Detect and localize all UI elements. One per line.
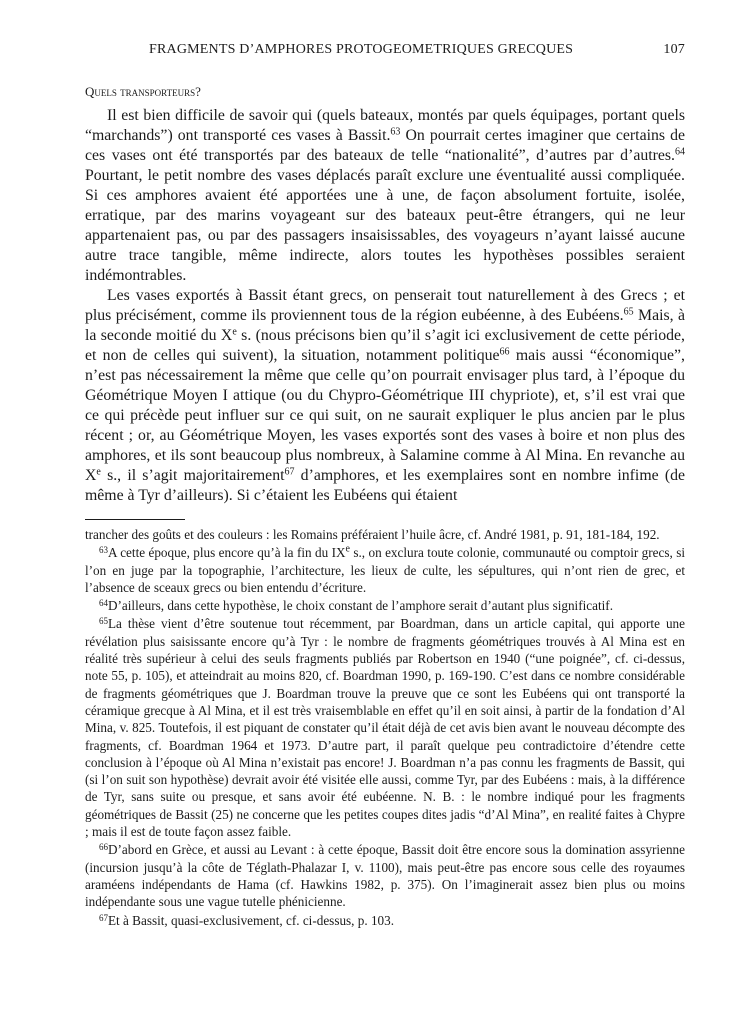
footnote-text: D’abord en Grèce, et aussi au Levant : à cette époque, Bassit doit être encore sous la domination assyrienne (incursion jusqu’à la côte de Téglath-Phalazar I, v. 1100), mais peut-être pas encore sous celle des royaumes araméens indépendants de Hama (cf. Hawkins 1982, p. 375). On l’imaginerait assez bien plus ou moins indépendante sous une vague tutelle phénicienne. (85, 842, 685, 910)
paragraph-text: Mais, à la seconde moitié du X (85, 307, 685, 344)
paragraph-2 (85, 286, 685, 506)
footnote-ref-67[interactable]: 67 (284, 466, 295, 478)
century-superscript: e (345, 543, 350, 555)
paragraph-text: Les vases exportés à Bassit étant grecs, on penserait tout naturellement à des Grecs ; et plus précisément, comme ils proviennent tous de la région eubéenne, à des Eubéens. (85, 287, 685, 324)
footnote-ref-64[interactable]: 64 (675, 146, 685, 158)
main-text (85, 106, 685, 506)
footnote-divider (85, 519, 185, 520)
footnote-number: 64 (99, 598, 108, 609)
section-heading: Quels transporteurs? (85, 84, 201, 99)
century-superscript: e (96, 466, 101, 478)
page (85, 42, 685, 930)
footnote-65 (85, 615, 685, 840)
footnote-text: Et à Bassit, quasi-exclusivement, cf. ci-dessus, p. 103. (108, 912, 395, 928)
paragraph-text: d’amphores, et les exemplaires sont en nombre infime (de même à Tyr d’ailleurs). Si c’étaient les Eubéens qui étaient (85, 467, 685, 504)
footnote-ref-63[interactable]: 63 (390, 126, 401, 138)
paragraph-text: s. (nous précisons bien qu’il s’agit ici exclusivement de cette période, et non de celles qui suivent), la situation, notamment politique (85, 327, 685, 364)
footnote-text: La thèse vient d’être soutenue tout récemment, par Boardman, dans un article capital, qui apporte une révélation plus saisissante encore qu’à Tyr : le nombre de fragments géométriques trouvés à Al Mina est en réalité très supérieur à celui des seuls fragments publiés par Robertson en 1940 (“une poignée”, cf. ci-dessus, note 55, p. 105), et atteindrait au moins 820, cf. Boardman 1990, p. 169-190. C’est dans ce nombre considérable de fragments géométriques que J. Boardman trouve la preuve que ce sont les Eubéens qui ont transporté la céramique grecque à Al Mina, et il est très vraisemblable en effet qu’il en soit ainsi, à partir de la fondation d’Al Mina, v. 825. Toutefois, il est piquant de constater qu’il était déjà de cet avis bien avant le nouveau décompte des fragments, cf. Boardman 1964 et 1973. D’autre part, il paraît quelque peu contradictoire d’étendre cette conclusion à l’époque où Al Mina n’existait pas encore! J. Boardman n’a pas connu les fragments de Bassit, qui (si l’on suit son hypothèse) devrait avoir été visitée elle aussi, comme Tyr, par des Eubéens : mais, à la différence de Tyr, sans suite ou presque, et sans avoir été eubéenne. N. B. : le nombre indiqué pour les fragments géométriques de Bassit (25) ne concerne que les petites coupes dites jadis “d’Al Mina”, en realité faites à Chypre ; mais il est de toute façon assez faible. (85, 616, 685, 840)
paragraph-text: s., il s’agit majoritairement (100, 467, 285, 484)
footnote-number: 66 (99, 842, 108, 853)
footnote-66 (85, 841, 685, 910)
century-superscript: e (232, 326, 237, 338)
paragraph-text: Pourtant, le petit nombre des vases déplacés paraît exclure une éventualité aussi compliquée. Si ces amphores avaient été apportées une à une, de façon absolument fortuite, isolée, erratique, par des marins voyageant sur des bateaux peut-être étrangers, qui ne leur appartenaient pas, ou par des passagers insaisissables, des voyageurs n’ayant laissé aucune autre trace tangible, même indirecte, alors toutes les hypothèses possibles seraient indémontrables. (85, 167, 685, 284)
footnote-text: s., on exclura toute colonie, communauté ou comptoir grecs, si l’on en juge par la topographie, l’architecture, les lieux de culte, les sépultures, qui n’ont rien de grec, et l’absence de sceaux grecs ou bien entendu d’écriture. (85, 545, 685, 595)
paragraph-text: Il est bien difficile de savoir qui (quels bateaux, montés par quels équipages, portant quels “marchands”) ont transporté ces vases à Bassit. (85, 107, 685, 144)
footnote-ref-66[interactable]: 66 (499, 346, 510, 358)
footnote-text: A cette époque, plus encore qu’à la fin du IX (108, 545, 346, 561)
paragraph-1 (85, 106, 685, 286)
footnote-67 (85, 912, 685, 929)
footnote-number: 63 (99, 545, 108, 556)
footnote-number: 65 (99, 616, 108, 627)
footnote-63 (85, 544, 685, 596)
paragraph-text: On pourrait certes imaginer que certains de ces vases ont été transportés par des bateaux de telle “nationalité”, d’autres par d’autres. (85, 127, 685, 164)
footnote-text: D’ailleurs, dans cette hypothèse, le choix constant de l’amphore serait d’autant plus significatif. (108, 598, 613, 614)
footnote-ref-65[interactable]: 65 (623, 306, 634, 318)
footnotes (85, 526, 685, 929)
running-head (85, 42, 685, 64)
running-title: FRAGMENTS D’AMPHORES PROTOGEOMETRIQUES GRECQUES (149, 42, 574, 57)
footnote-number: 67 (99, 912, 108, 923)
footnote-continuation: trancher des goûts et des couleurs : les Romains préféraient l’huile âcre, cf. André 1981, p. 91, 181-184, 192. (85, 527, 660, 542)
footnote-64 (85, 597, 685, 614)
page-number: 107 (663, 42, 685, 57)
paragraph-text: mais aussi “économique”, n’est pas nécessairement la même que celle qu’on pourrait envisager plus tard, à l’époque du Géométrique Moyen I attique (ou du Chypro-Géométrique III chypriote), et, s’il est vrai que ce qui précède peut influer sur ce qui suit, on ne saurait expliquer le plus ancien par le plus récent ; or, au Géométrique Moyen, les vases exportés sont des vases à boire et non plus des amphores, et ils sont beaucoup plus nombreux, à Salamine comme à Al Mina. En revanche au X (85, 347, 686, 484)
